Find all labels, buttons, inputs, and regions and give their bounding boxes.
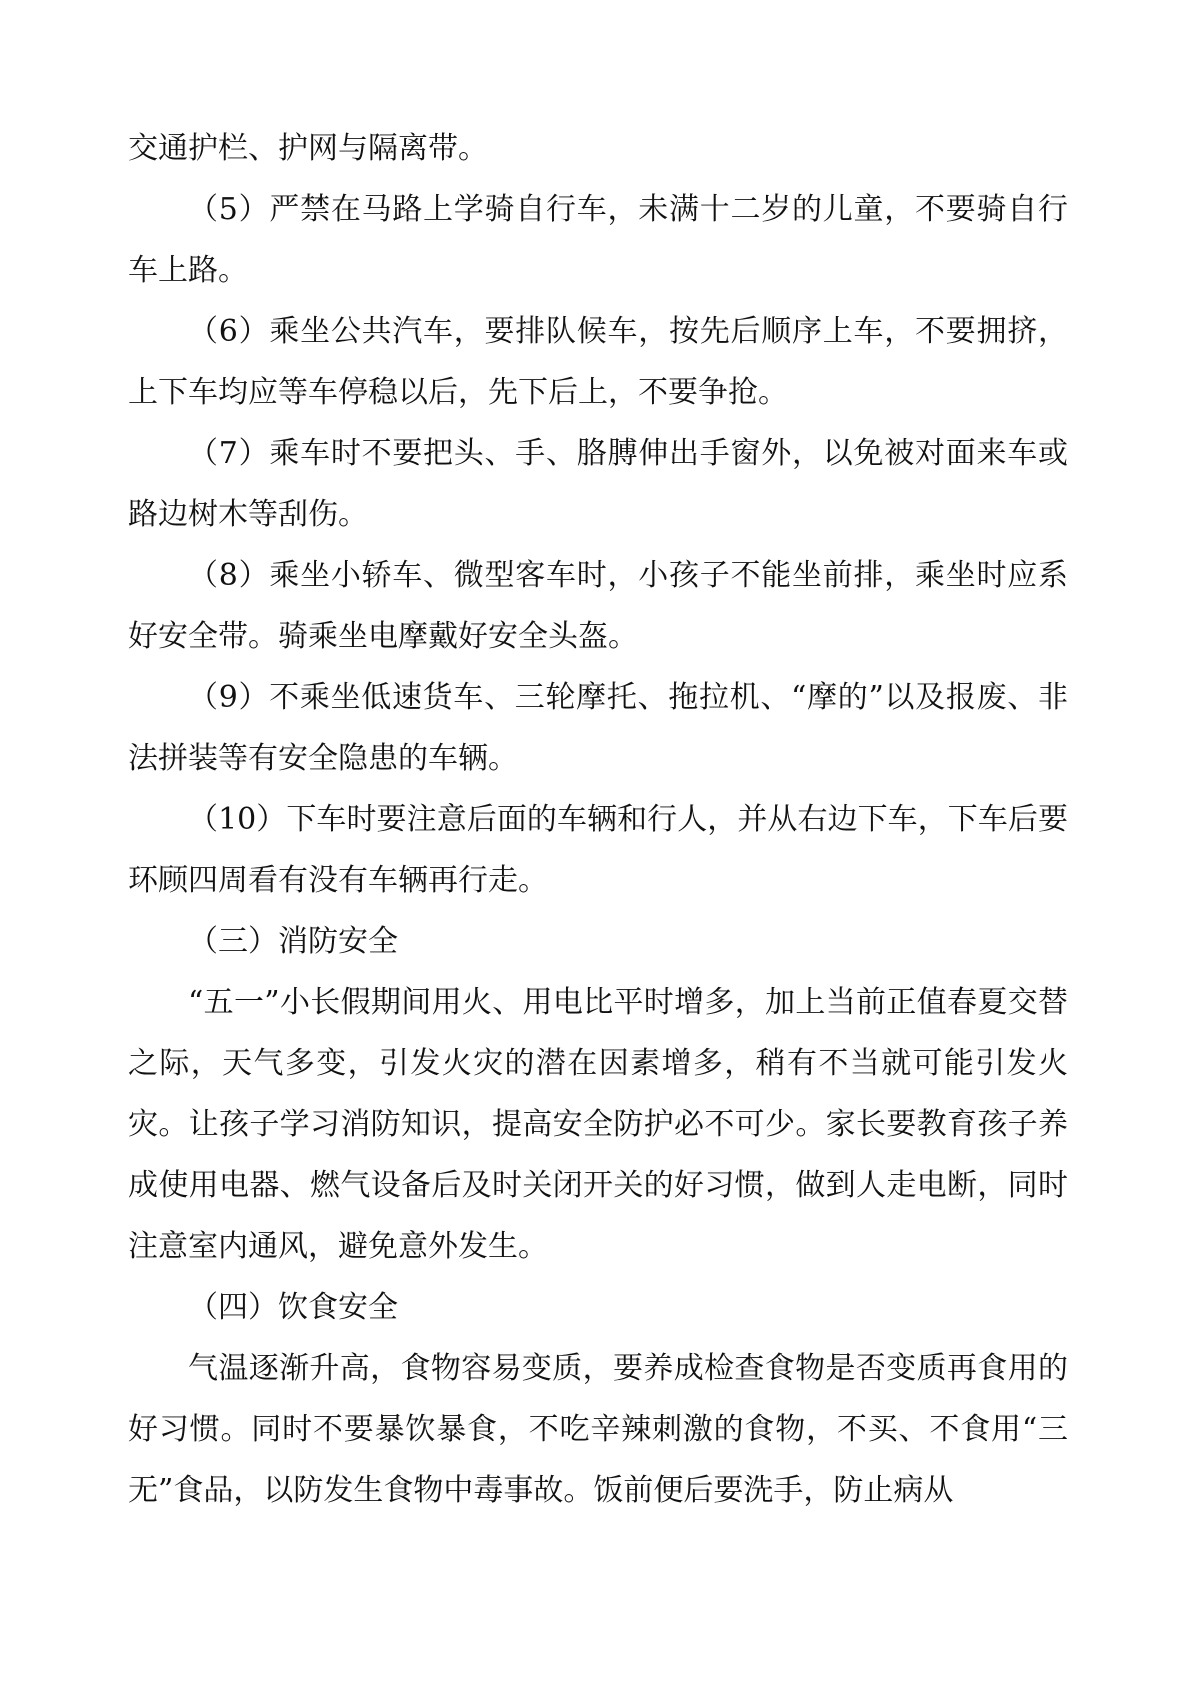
paragraph-food-safety: 气温逐渐升高，食物容易变质，要养成检查食物是否变质再食用的好习惯。同时不要暴饮暴食，不吃辛辣刺激的食物，不买、不食用“三无”食品，以防发生食物中毒事故。饭前便后要洗手，防止病从 [128, 1351, 1068, 1508]
paragraph-item-8: （8）乘坐小轿车、微型客车时，小孩子不能坐前排，乘坐时应系好安全带。骑乘坐电摩戴好安全头盔。 [128, 558, 1068, 654]
paragraph-item-10: （10）下车时要注意后面的车辆和行人，并从右边下车，下车后要环顾四周看有没有车辆再行走。 [128, 802, 1068, 898]
document-body [128, 118, 1068, 1521]
paragraph-fire-safety: “五一”小长假期间用火、用电比平时增多，加上当前正值春夏交替之际，天气多变，引发火灾的潜在因素增多，稍有不当就可能引发火灾。让孩子学习消防知识，提高安全防护必不可少。家长要教育孩子养成使用电器、燃气设备后及时关闭开关的好习惯，做到人走电断，同时注意室内通风，避免意外发生。 [128, 985, 1068, 1264]
paragraph-item-7: （7）乘车时不要把头、手、胳膊伸出手窗外，以免被对面来车或路边树木等刮伤。 [128, 436, 1068, 532]
section-heading-fire-safety: （三）消防安全 [188, 924, 398, 959]
paragraph-item-9: （9）不乘坐低速货车、三轮摩托、拖拉机、“摩的”以及报废、非法拼装等有安全隐患的车辆。 [128, 680, 1068, 776]
section-heading-food-safety: （四）饮食安全 [188, 1290, 398, 1325]
paragraph-item-5: （5）严禁在马路上学骑自行车，未满十二岁的儿童，不要骑自行车上路。 [128, 192, 1068, 288]
paragraph-item-6: （6）乘坐公共汽车，要排队候车，按先后顺序上车，不要拥挤，上下车均应等车停稳以后，先下后上，不要争抢。 [128, 314, 1068, 410]
paragraph-continuation: 交通护栏、护网与隔离带。 [128, 131, 488, 166]
